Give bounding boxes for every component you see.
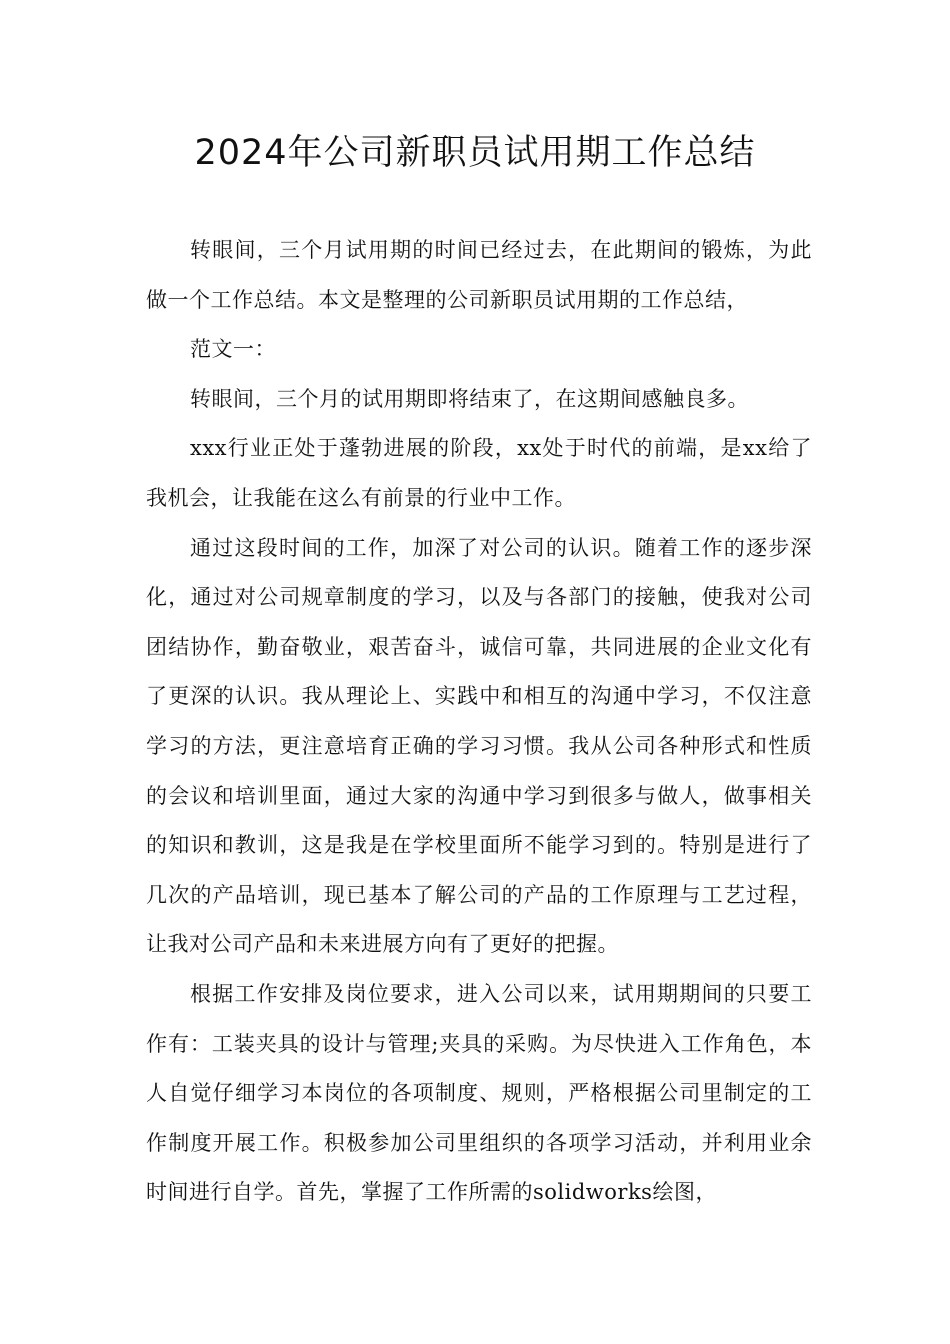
paragraph-intro: 转眼间，三个月试用期的时间已经过去，在此期间的锻炼，为此做一个工作总结。本文是整理的公司新职员试用期的工作总结， — [146, 238, 812, 312]
paragraph-work-duties: 根据工作安排及岗位要求，进入公司以来，试用期期间的只要工作有：工装夹具的设计与管理;夹具的采购。为尽快进入工作角色，本人自觉仔细学习本岗位的各项制度、规则，严格根据公司里制定的工作制度开展工作。积极参加公司里组织的各项学习活动，并利用业余时间进行自学。首先，掌握了工作所需的solidworks绘图， — [146, 981, 812, 1205]
document-body — [146, 226, 812, 1218]
document-title: 2024年公司新职员试用期工作总结 — [194, 133, 756, 173]
paragraph-industry: xxx行业正处于蓬勃进展的阶段，xx处于时代的前端，是xx给了我机会，让我能在这么有前景的行业中工作。 — [146, 436, 812, 510]
paragraph-opening: 转眼间，三个月的试用期即将结束了，在这期间感触良多。 — [190, 386, 749, 411]
paragraph-company-understanding: 通过这段时间的工作，加深了对公司的认识。随着工作的逐步深化，通过对公司规章制度的学习，以及与各部门的接触，使我对公司团结协作，勤奋敬业，艰苦奋斗，诚信可靠，共同进展的企业文化有了更深的认识。我从理论上、实践中和相互的沟通中学习，不仅注意学习的方法，更注意培育正确的学习习惯。我从公司各种形式和性质的会议和培训里面，通过大家的沟通中学习到很多与做人，做事相关的知识和教训，这是我是在学校里面所不能学习到的。特别是进行了几次的产品培训，现已基本了解公司的产品的工作原理与工艺过程，让我对公司产品和未来进展方向有了更好的把握。 — [146, 535, 812, 957]
paragraph-sample-heading: 范文一： — [190, 337, 276, 362]
